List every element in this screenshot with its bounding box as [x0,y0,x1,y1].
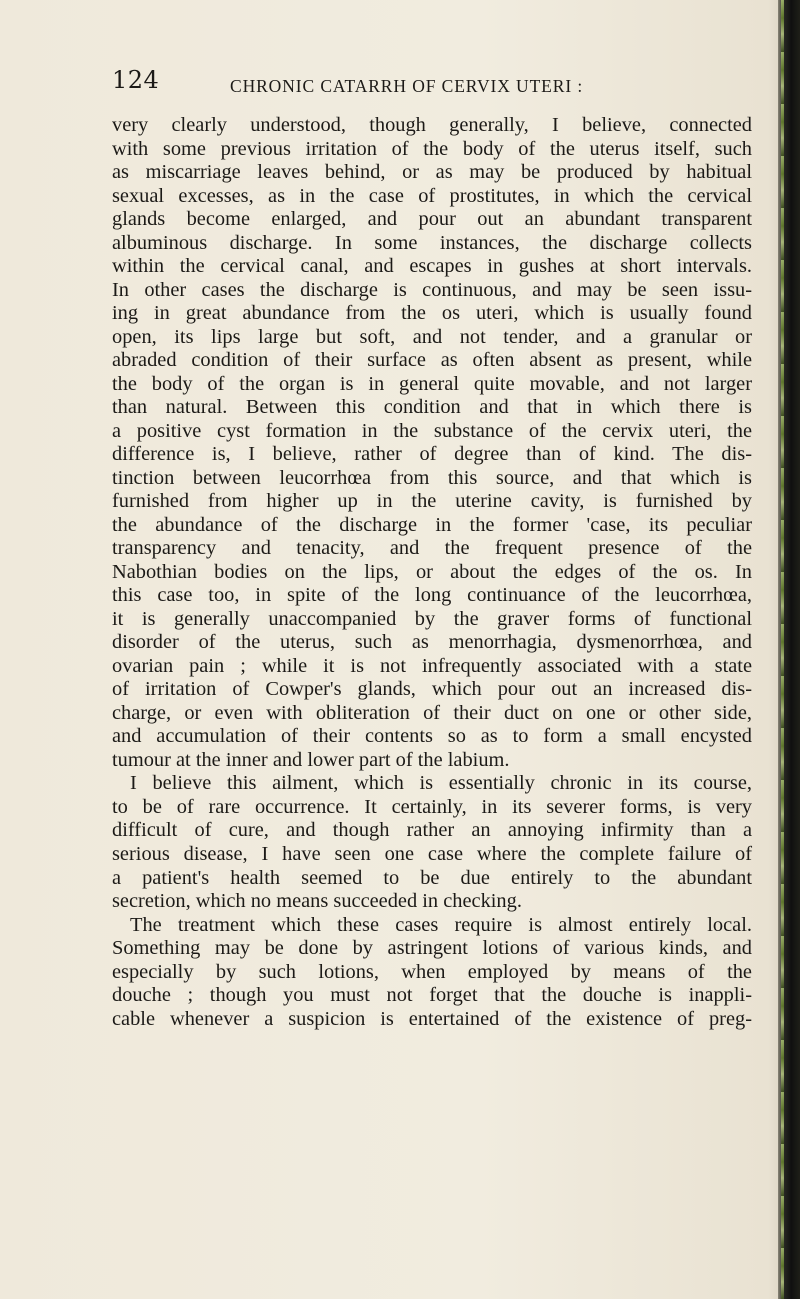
text-line: Nabothian bodies on the lips, or about the edges of the os. In [112,560,752,583]
text-line: douche ; though you must not forget that the douche is inappli- [112,984,752,1007]
text-line: The treatment which these cases require is almost entirely local. [130,913,752,936]
running-head: CHRONIC CATARRH OF CERVIX UTERI : [230,76,584,96]
text-line: tumour at the inner and lower part of the labium. [112,748,510,771]
text-line: than natural. Between this condition and that in which there is [112,396,752,419]
text-line: serious disease, I have seen one case where the complete failure of [112,842,752,865]
text-line: ing in great abundance from the os uteri, which is usually found [112,302,752,325]
text-line: difference is, I believe, rather of degree than of kind. The dis- [112,443,752,466]
text-line: a patient's health seemed to be due entirely to the abundant [112,866,752,889]
text-line: the body of the organ is in general quite movable, and not larger [112,372,752,395]
text-line: and accumulation of their contents so as to form a small encysted [112,725,752,748]
text-line: ovarian pain ; while it is not infrequently associated with a state [112,654,752,677]
text-line: the abundance of the discharge in the former 'case, its peculiar [112,513,752,536]
text-line: furnished from higher up in the uterine cavity, is furnished by [112,490,752,513]
text-line: a positive cyst formation in the substance of the cervix uteri, the [112,419,752,442]
text-line: difficult of cure, and though rather an annoying infirmity than a [112,819,752,842]
text-line: abraded condition of their surface as often absent as present, while [112,349,752,372]
text-line: Something may be done by astringent lotions of various kinds, and [112,937,752,960]
text-line: In other cases the discharge is continuous, and may be seen issu- [112,278,752,301]
body-text [112,114,752,1031]
text-line: very clearly understood, though generally, I believe, connected [112,114,752,136]
text-line: with some previous irritation of the body of the uterus itself, such [112,137,752,160]
text-line: sexual excesses, as in the case of prostitutes, in which the cervical [112,184,752,207]
text-line: to be of rare occurrence. It certainly, in its severer forms, is very [112,795,752,818]
text-line: it is generally unaccompanied by the graver forms of functional [112,607,752,630]
text-line: cable whenever a suspicion is entertained of the existence of preg- [112,1007,752,1030]
text-line: tinction between leucorrhœa from this source, and that which is [112,466,752,489]
text-line: as miscarriage leaves behind, or as may be produced by habitual [112,161,752,184]
text-line: especially by such lotions, when employed by means of the [112,960,752,983]
text-line: transparency and tenacity, and the frequent presence of the [112,537,752,560]
text-line: albuminous discharge. In some instances, the discharge collects [112,231,752,254]
text-line: this case too, in spite of the long continuance of the leucorrhœa, [112,584,752,607]
text-line: I believe this ailment, which is essentially chronic in its course, [130,772,752,795]
text-line: glands become enlarged, and pour out an abundant transparent [112,208,752,231]
text-line: disorder of the uterus, such as menorrhagia, dysmenorrhœa, and [112,631,752,654]
text-line: open, its lips large but soft, and not tender, and a granular or [112,325,752,348]
binding-edge [778,0,800,1299]
page-number: 124 [112,66,160,94]
text-line: secretion, which no means succeeded in checking. [112,890,522,913]
text-line: charge, or even with obliteration of their duct on one or other side, [112,701,752,724]
text-line: of irritation of Cowper's glands, which pour out an increased dis- [112,678,752,701]
text-line: within the cervical canal, and escapes in gushes at short intervals. [112,255,752,278]
